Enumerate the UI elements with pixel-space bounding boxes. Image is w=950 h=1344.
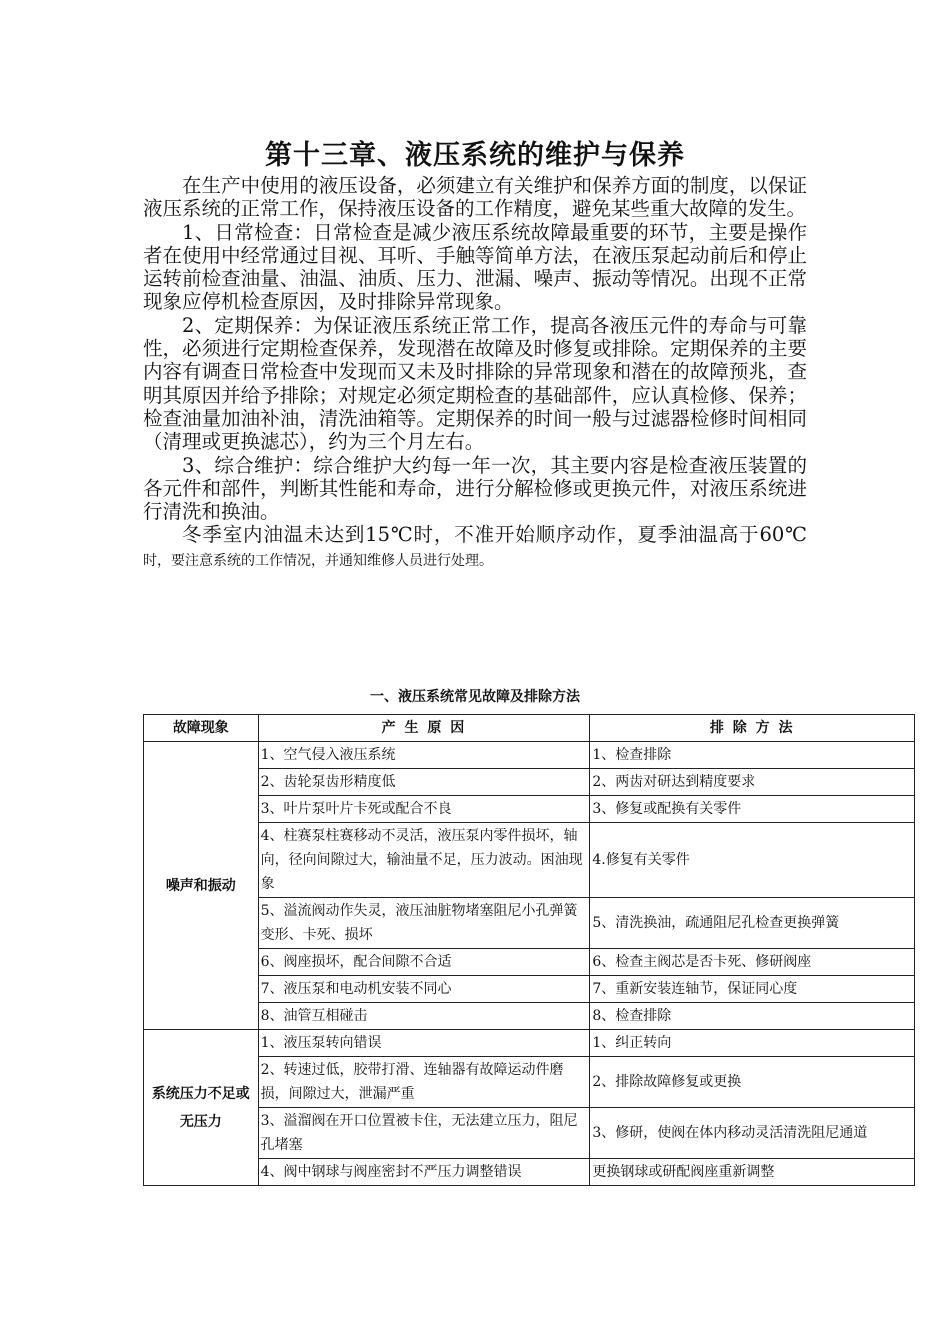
header-remedy: 排 除 方 法 [590, 715, 915, 742]
paragraph-intro: 在生产中使用的液压设备，必须建立有关维护和保养方面的制度，以保证液压系统的正常工作，保持液压设备的工作精度，避免某些重大故障的发生。 [143, 174, 807, 221]
table-header-row [144, 715, 915, 742]
table-title: 一、液压系统常见故障及排除方法 [370, 689, 580, 705]
table-row [144, 742, 915, 769]
cause-cell: 1、空气侵入液压系统 [258, 742, 590, 769]
remedy-cell: 7、重新安装连轴节，保证同心度 [590, 976, 915, 1003]
phenomenon-cell: 噪声和振动 [144, 742, 259, 1030]
table-row [144, 796, 915, 823]
paragraph-daily-check: 1、日常检查：日常检查是减少液压系统故障最重要的环节，主要是操作者在使用中经常通过目视、耳听、手触等简单方法，在液压泵起动前后和停止运转前检查油量、油温、油质、压力、泄漏、噪声、振动等情况。出现不正常现象应停机检查原因，及时排除异常现象。 [143, 220, 807, 314]
table-row [144, 1030, 915, 1057]
table-row [144, 823, 915, 898]
cause-cell: 7、液压泵和电动机安装不同心 [258, 976, 590, 1003]
oil-temp-note: 时，要注意系统的工作情况，并通知维修人员进行处理。 [143, 552, 493, 569]
table-row [144, 1057, 915, 1108]
remedy-cell: 3、修研，使阀在体内移动灵活清洗阻尼通道 [590, 1108, 915, 1159]
phenomenon-cell: 系统压力不足或无压力 [144, 1030, 259, 1186]
table-row [144, 976, 915, 1003]
oil-temp-text: 冬季室内油温未达到15℃时，不准开始顺序动作，夏季油温高于60℃ [182, 523, 807, 547]
remedy-cell: 6、检查主阀芯是否卡死、修研阀座 [590, 949, 915, 976]
remedy-cell: 3、修复或配换有关零件 [590, 796, 915, 823]
cause-cell: 4、柱赛泵柱赛移动不灵活，液压泵内零件损坏，轴向，径向间隙过大，输油量不足，压力波动。困油现象 [258, 823, 590, 898]
remedy-cell: 1、纠正转向 [590, 1030, 915, 1057]
table-row [144, 1108, 915, 1159]
table-row [144, 949, 915, 976]
table-row [144, 769, 915, 796]
remedy-cell: 5、清洗换油，疏通阻尼孔检查更换弹簧 [590, 898, 915, 949]
cause-cell: 2、转速过低，胶带打滑、连轴器有故障运动件磨损，间隙过大，泄漏严重 [258, 1057, 590, 1108]
remedy-cell: 2、两齿对研达到精度要求 [590, 769, 915, 796]
cause-cell: 8、油管互相碰击 [258, 1003, 590, 1030]
table-row [144, 898, 915, 949]
paragraph-periodic-maintenance: 2、定期保养：为保证液压系统正常工作，提高各液压元件的寿命与可靠性，必须进行定期检查保养，发现潜在故障及时修复或排除。定期保养的主要内容有调查日常检查中发现而又未及时排除的异常现象和潜在的故障预兆，查明其原因并给予排除；对规定必须定期检查的基础部件，应认真检修、保养；检查油量加油补油，清洗油箱等。定期保养的时间一般与过滤器检修时间相同（清理或更换滤芯），约为三个月左右。 [143, 313, 807, 454]
header-phenomenon: 故障现象 [144, 715, 259, 742]
remedy-cell: 2、排除故障修复或更换 [590, 1057, 915, 1108]
cause-cell: 6、阀座损坏，配合间隙不合适 [258, 949, 590, 976]
cause-cell: 5、溢流阀动作失灵，液压油脏物堵塞阻尼小孔弹簧变形、卡死、损坏 [258, 898, 590, 949]
body-text [143, 174, 807, 573]
remedy-cell: 8、检查排除 [590, 1003, 915, 1030]
paragraph-comprehensive-maintenance: 3、综合维护：综合维护大约每一年一次，其主要内容是检查液压装置的各元件和部件，判断其性能和寿命，进行分解检修或更换元件，对液压系统进行清洗和换油。 [143, 453, 807, 524]
table-row [144, 1003, 915, 1030]
fault-table [143, 714, 915, 1186]
page-title: 第十三章、液压系统的维护与保养 [265, 140, 685, 171]
cause-cell: 4、阀中钢球与阀座密封不严压力调整错误 [258, 1159, 590, 1186]
table-row [144, 1159, 915, 1186]
remedy-cell: 1、检查排除 [590, 742, 915, 769]
remedy-cell: 4.修复有关零件 [590, 823, 915, 898]
paragraph-oil-temperature [143, 523, 807, 573]
remedy-cell: 更换钢球或研配阀座重新调整 [590, 1159, 915, 1186]
header-cause: 产 生 原 因 [258, 715, 590, 742]
cause-cell: 2、齿轮泵齿形精度低 [258, 769, 590, 796]
cause-cell: 1、液压泵转向错误 [258, 1030, 590, 1057]
cause-cell: 3、叶片泵叶片卡死或配合不良 [258, 796, 590, 823]
cause-cell: 3、溢溜阀在开口位置被卡住，无法建立压力，阻尼孔堵塞 [258, 1108, 590, 1159]
